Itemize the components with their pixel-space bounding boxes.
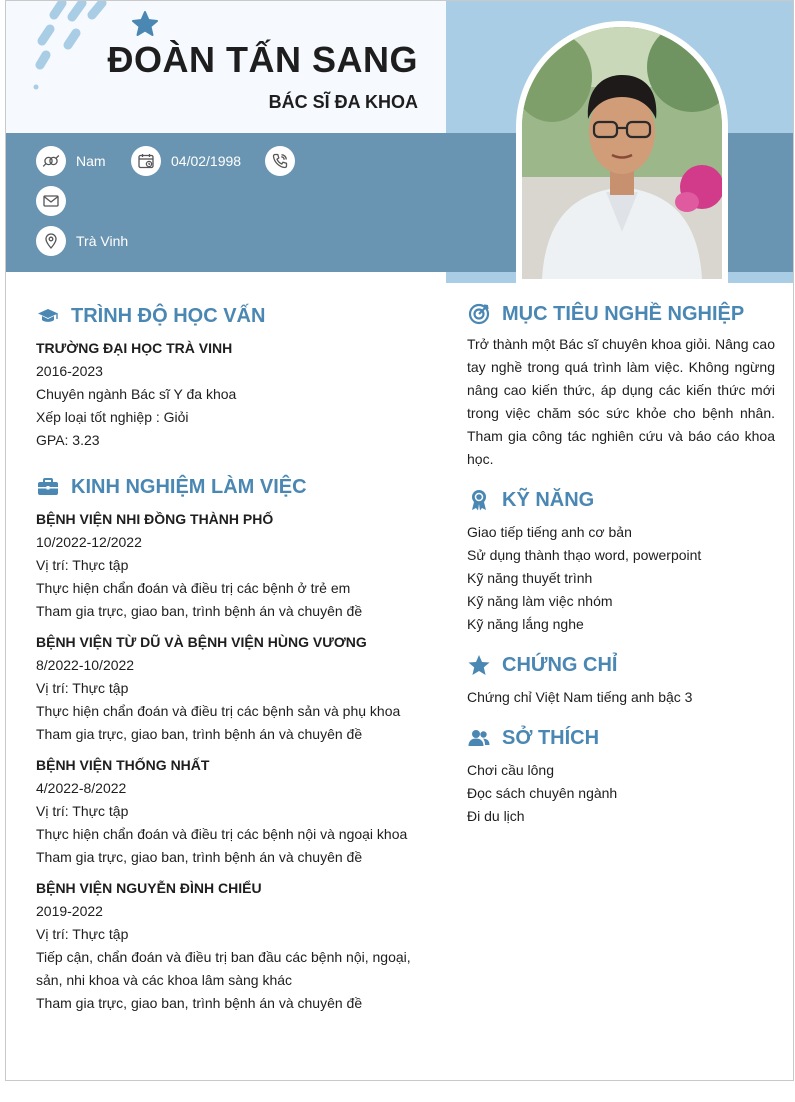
users-icon (467, 726, 491, 750)
list-item: Kỹ năng thuyết trình (467, 570, 593, 586)
education-major: Chuyên ngành Bác sĩ Y đa khoa (36, 386, 237, 402)
cv-page (5, 0, 794, 1081)
job-entry (36, 877, 421, 1015)
job-task: Tham gia trực, giao ban, trình bệnh án và chuyên đề (36, 603, 363, 619)
list-item: Giao tiếp tiếng anh cơ bản (467, 524, 632, 540)
job-period: 8/2022-10/2022 (36, 657, 135, 673)
target-icon (467, 302, 491, 326)
job-task: Tham gia trực, giao ban, trình bệnh án và chuyên đề (36, 849, 363, 865)
left-column (36, 301, 421, 1015)
job-entry (36, 508, 421, 623)
gender-icon (36, 146, 66, 176)
briefcase-icon (36, 475, 60, 499)
job-period: 10/2022-12/2022 (36, 534, 142, 550)
hobbies-heading: SỞ THÍCH (502, 726, 600, 749)
phone-icon (265, 146, 295, 176)
job-task: Thực hiện chẩn đoán và điều trị các bệnh sản và phụ khoa (36, 703, 401, 719)
job-task: Tham gia trực, giao ban, trình bệnh án và chuyên đề (36, 726, 363, 742)
graduation-cap-icon (36, 304, 60, 328)
job-period: 2019-2022 (36, 903, 103, 919)
list-item: Sử dụng thành thạo word, powerpoint (467, 547, 702, 563)
address-value: Trà Vinh (76, 233, 129, 249)
job-title: BÁC SĨ ĐA KHOA (268, 92, 418, 112)
full-name: ĐOÀN TẤN SANG (107, 39, 418, 80)
certificates-list (467, 686, 775, 709)
job-place: BỆNH VIỆN NHI ĐỒNG THÀNH PHỐ (36, 511, 274, 527)
experience-section-header (36, 472, 421, 502)
education-entry (36, 337, 421, 452)
calendar-icon (131, 146, 161, 176)
contact-address (36, 226, 128, 256)
star-icon (467, 653, 491, 677)
skills-section-header (467, 485, 775, 515)
certificates-heading: CHỨNG CHỈ (502, 653, 618, 676)
list-item: Đi du lịch (467, 808, 525, 824)
hobbies-section-header (467, 723, 775, 753)
skills-heading: KỸ NĂNG (502, 488, 595, 511)
graduation-rank: Xếp loại tốt nghiệp : Giỏi (36, 409, 189, 425)
job-period: 4/2022-8/2022 (36, 780, 127, 796)
gender-value: Nam (76, 153, 106, 169)
list-item: Kỹ năng lắng nghe (467, 616, 584, 632)
gpa: GPA: 3.23 (36, 432, 100, 448)
job-place: BỆNH VIỆN NGUYỄN ĐÌNH CHIỂU (36, 880, 262, 896)
location-pin-icon (36, 226, 66, 256)
education-section-header (36, 301, 421, 331)
job-entry (36, 631, 421, 746)
hobbies-list (467, 759, 775, 828)
right-column (467, 299, 775, 828)
profile-photo (522, 27, 722, 279)
job-task: Tiếp cận, chẩn đoán và điều trị ban đầu các bệnh nội, ngoại, sản, nhi khoa và các khoa lâm sàng khác (36, 949, 411, 988)
experience-heading: KINH NGHIỆM LÀM VIỆC (71, 475, 307, 498)
job-task: Thực hiện chẩn đoán và điều trị các bệnh nội và ngoại khoa (36, 826, 408, 842)
contact-phone[interactable] (265, 146, 305, 176)
objective-text: Trở thành một Bác sĩ chuyên khoa giỏi. Nâng cao tay nghề trong quá trình làm việc. Không ngừng nâng cao kiến thức, áp dụng các kiến thức mới trong việc chăm sóc sức khỏe cho bệnh nhân. Tham gia công tác nghiên cứu và báo cáo khoa học. (467, 336, 775, 467)
job-task: Thực hiện chẩn đoán và điều trị các bệnh ở trẻ em (36, 580, 351, 596)
certificates-section-header (467, 650, 775, 680)
birthday-value: 04/02/1998 (171, 153, 242, 169)
job-place: BỆNH VIỆN THỐNG NHẤT (36, 757, 210, 773)
email-icon (36, 186, 66, 216)
award-icon (467, 488, 491, 512)
job-entry (36, 754, 421, 869)
job-position: Vị trí: Thực tập (36, 803, 129, 819)
contact-email[interactable] (36, 186, 76, 216)
star-decoration-icon (132, 11, 158, 37)
list-item: Chơi cầu lông (467, 762, 555, 778)
job-position: Vị trí: Thực tập (36, 926, 129, 942)
job-position: Vị trí: Thực tập (36, 557, 129, 573)
education-heading: TRÌNH ĐỘ HỌC VẤN (71, 304, 266, 327)
job-task: Tham gia trực, giao ban, trình bệnh án và chuyên đề (36, 995, 363, 1011)
skills-list (467, 521, 775, 636)
objective-heading: MỤC TIÊU NGHỀ NGHIỆP (502, 302, 745, 325)
education-period: 2016-2023 (36, 363, 103, 379)
school-name: TRƯỜNG ĐẠI HỌC TRÀ VINH (36, 340, 233, 356)
objective-section-header (467, 299, 775, 329)
list-item: Kỹ năng làm việc nhóm (467, 593, 613, 609)
contact-gender (36, 146, 106, 176)
job-place: BỆNH VIỆN TỪ DŨ VÀ BỆNH VIỆN HÙNG VƯƠNG (36, 634, 367, 650)
contact-birthday (131, 146, 241, 176)
job-position: Vị trí: Thực tập (36, 680, 129, 696)
list-item: Chứng chỉ Việt Nam tiếng anh bậc 3 (467, 689, 693, 705)
list-item: Đọc sách chuyên ngành (467, 785, 618, 801)
